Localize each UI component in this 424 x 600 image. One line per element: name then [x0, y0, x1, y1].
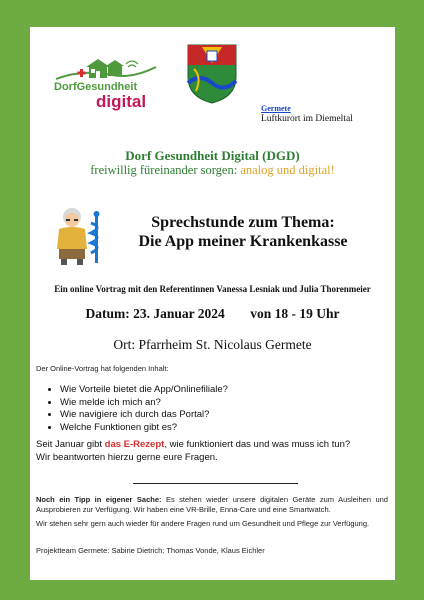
- logo-text-dorfgesundheit: DorfGesundheit: [54, 81, 138, 93]
- list-item: • Welche Funktionen gibt es?: [60, 422, 228, 435]
- erezept-text-before: Seit Januar gibt: [36, 439, 103, 450]
- org-subtitle-accent: analog und digital!: [240, 163, 335, 177]
- divider: [133, 483, 298, 484]
- tip-text: Es stehen wieder unsere digitalen Geräte zum Ausleihen und Ausprobieren zur Verfügung. Wir haben eine VR-Brille, Enna-Care und eine Smartwatch.: [36, 495, 388, 514]
- germete-coat-of-arms-icon: [186, 43, 238, 110]
- list-item: • Wie melde ich mich an?: [60, 397, 228, 410]
- event-date: Datum: 23. Januar 2024: [85, 306, 225, 321]
- town-info: [261, 103, 353, 125]
- event-time: von 18 - 19 Uhr: [250, 306, 340, 321]
- grandma-with-medical-symbol-icon: [47, 205, 117, 272]
- content-bullet-list: [46, 384, 228, 434]
- content-intro: Der Online-Vortrag hat folgenden Inhalt:: [36, 364, 169, 373]
- event-date-time: [30, 306, 395, 322]
- erezept-text-after: , wie funktioniert das und was muss ich tun?: [164, 439, 351, 450]
- erezept-highlight: das E-Rezept: [104, 439, 165, 450]
- town-link-germete[interactable]: Germete: [261, 104, 291, 113]
- org-title: Dorf Gesundheit Digital (DGD): [125, 148, 300, 163]
- event-place: Ort: Pfarrheim St. Nicolaus Germete: [113, 337, 312, 352]
- list-item: • Wie navigiere ich durch das Portal?: [60, 409, 228, 422]
- topic-line-1: Sprechstunde zum Thema:: [151, 214, 335, 231]
- erezept-line-2: Wir beantworten hierzu gerne eure Fragen.: [36, 451, 218, 463]
- topic-heading: [128, 213, 358, 251]
- talk-description: Ein online Vortrag mit den Referentinnen Vanessa Lesniak und Julia Thorenmeier: [54, 284, 371, 294]
- erezept-paragraph: [36, 439, 386, 464]
- more-questions-paragraph: Wir stehen sehr gern auch wieder für andere Fragen rund um Gesundheit und Pflege zur Verfügung.: [36, 519, 370, 528]
- tip-heading: Noch ein Tipp in eigener Sache:: [36, 495, 162, 504]
- logo-text-digital: digital: [96, 92, 147, 111]
- tip-paragraph: [36, 495, 388, 515]
- list-item: • Wie Vorteile bietet die App/Onlinefiliale?: [60, 384, 228, 397]
- org-subtitle: [30, 163, 395, 178]
- org-subtitle-prefix: freiwillig füreinander sorgen:: [90, 163, 238, 177]
- topic-line-2: Die App meiner Krankenkasse: [138, 233, 348, 250]
- project-team: Projektteam Germete: Sabine Dietrich; Thomas Vonde, Klaus Eichler: [36, 546, 265, 555]
- town-subtitle: Luftkurort im Diemeltal: [261, 114, 353, 124]
- house-logo-icon: [52, 57, 160, 83]
- flyer-page: [30, 27, 395, 580]
- dorfgesundheit-logo: [52, 57, 160, 109]
